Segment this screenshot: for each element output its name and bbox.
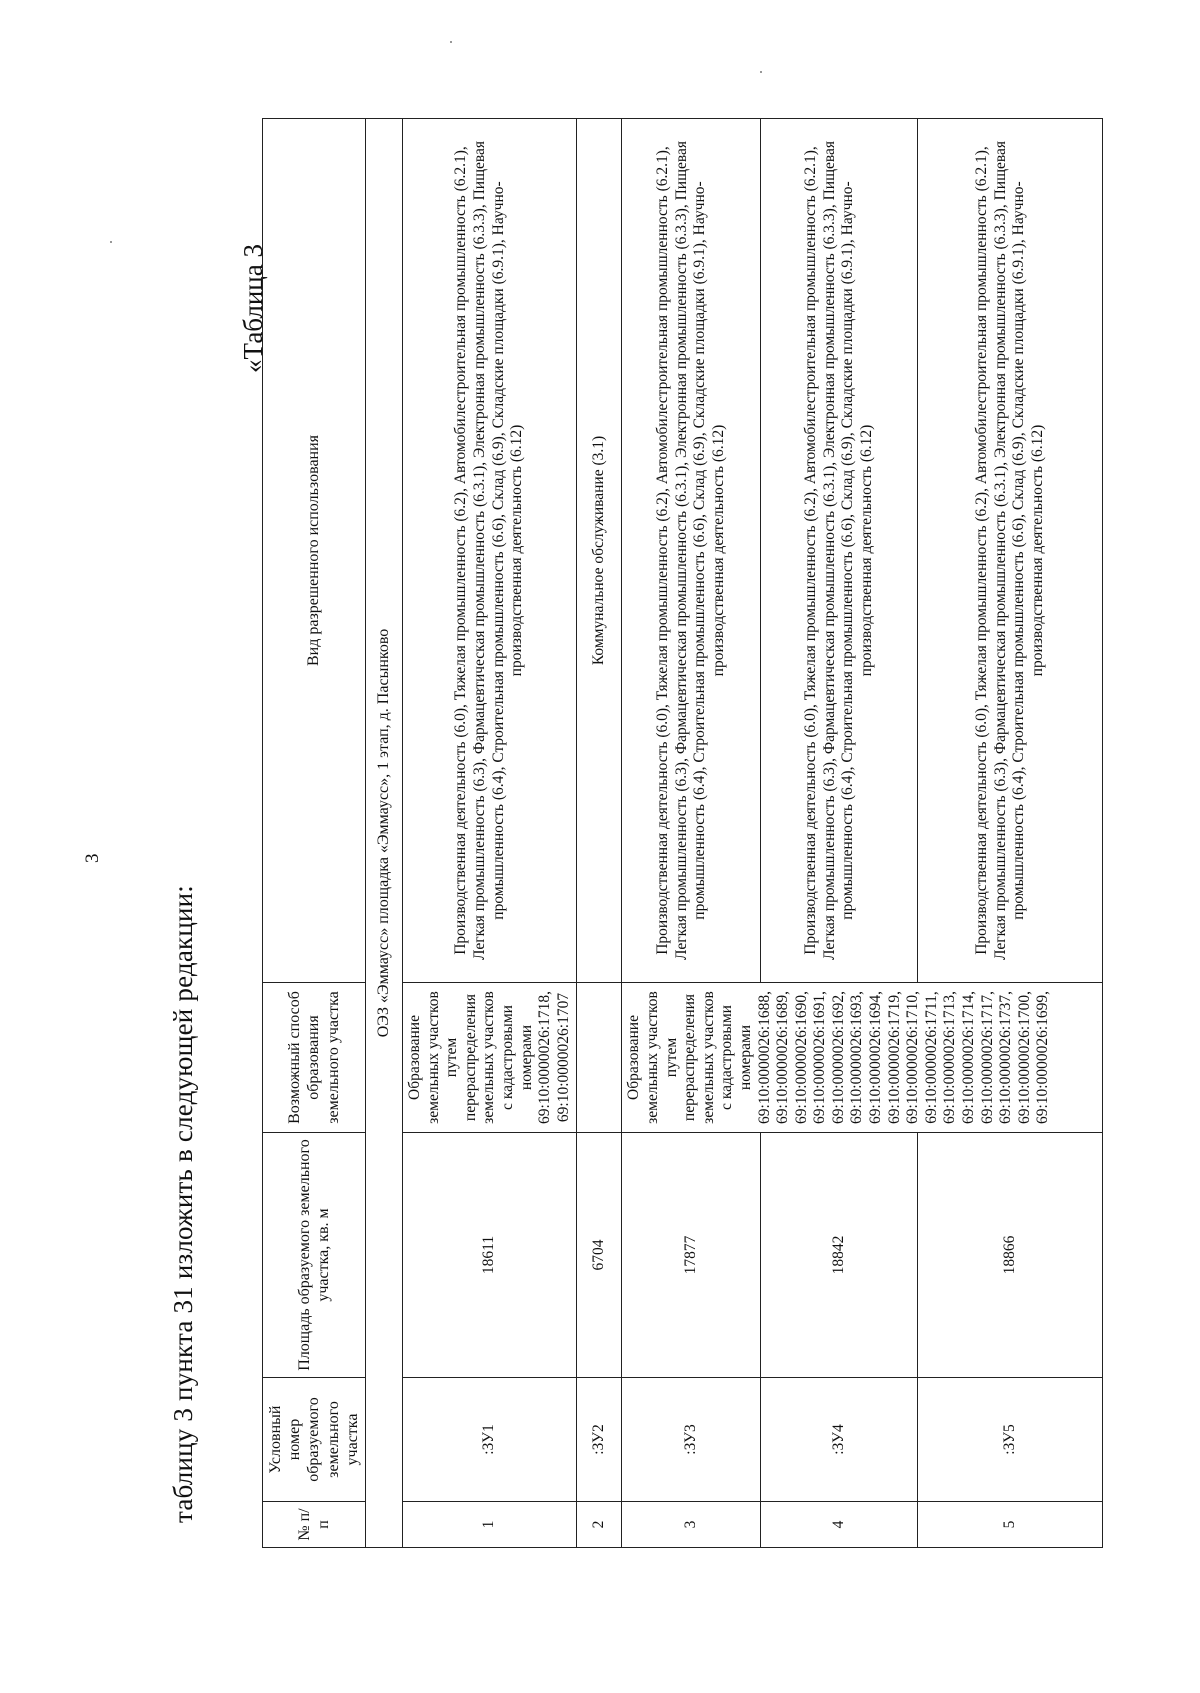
row-number: 2 <box>577 1502 622 1548</box>
permitted-use: Производственная деятельность (6.0), Тяжелая промышленность (6.2), Автомобилестроительная промышленность (6.2.1), Легкая промышленность (6.3), Фармацевтическая промышленность (6.3.1), Электронная промышленность (6.3.3), Пищевая промышленность (6.4), Строительная промышленность (6.6), Склад (6.9), Складские площадки (6.9.1), Научно-производственная деятельность (6.12) <box>918 119 1103 983</box>
header-method: Возможный способ образования земельного участка <box>263 983 366 1133</box>
scan-speck <box>450 41 452 43</box>
intro-text: таблицу 3 пункта 31 изложить в следующей редакции: <box>168 885 198 1523</box>
table-row <box>761 119 918 1548</box>
plot-area: 17877 <box>622 1133 761 1378</box>
section-row <box>366 119 403 1548</box>
plot-area: 6704 <box>577 1133 622 1378</box>
plot-area: 18866 <box>918 1133 1103 1378</box>
table-row <box>577 119 622 1548</box>
permitted-use: Производственная деятельность (6.0), Тяжелая промышленность (6.2), Автомобилестроительная промышленность (6.2.1), Легкая промышленность (6.3), Фармацевтическая промышленность (6.3.1), Электронная промышленность (6.3.3), Пищевая промышленность (6.4), Строительная промышленность (6.6), Склад (6.9), Складские площадки (6.9.1), Научно-производственная деятельность (6.12) <box>403 119 577 983</box>
cadastral-numbers: 69:10:0000026:1710, 69:10:0000026:1711, 69:10:0000026:1713, 69:10:0000026:1714, 69:10:0000026:1717, 69:10:0000026:1737, 69:10:0000026:1700, 69:10:0000026:1699, <box>904 990 1052 1125</box>
scan-speck <box>760 71 762 73</box>
plot-id: :ЗУ5 <box>918 1378 1103 1502</box>
row-number: 5 <box>918 1502 1103 1548</box>
plot-area: 18842 <box>761 1133 918 1378</box>
permitted-use: Коммунальное обслуживание (3.1) <box>577 119 622 983</box>
row-number: 4 <box>761 1502 918 1548</box>
permitted-use: Производственная деятельность (6.0), Тяжелая промышленность (6.2), Автомобилестроительная промышленность (6.2.1), Легкая промышленность (6.3), Фармацевтическая промышленность (6.3.1), Электронная промышленность (6.3.3), Пищевая промышленность (6.4), Строительная промышленность (6.6), Склад (6.9), Складские площадки (6.9.1), Научно-производственная деятельность (6.12) <box>761 119 918 983</box>
formation-method <box>622 983 1103 1133</box>
row-number: 3 <box>622 1502 761 1548</box>
table-row <box>403 119 577 1548</box>
land-plots-table <box>262 118 1103 1548</box>
formation-method <box>577 983 622 1133</box>
section-title: ОЭЗ «Эммаусс» площадка «Эммаусс», 1 этап, д. Пасынково <box>366 119 403 1548</box>
table-label: «Таблица 3 <box>238 244 268 373</box>
table-header-row <box>263 119 366 1548</box>
header-permitted-use: Вид разрешенного использования <box>263 119 366 983</box>
row-number: 1 <box>403 1502 577 1548</box>
cadastral-numbers: 69:10:0000026:1688, <box>755 990 773 1125</box>
table-row <box>622 119 761 1548</box>
cadastral-numbers: 69:10:0000026:1718, 69:10:0000026:1707 <box>536 990 572 1125</box>
permitted-use: Производственная деятельность (6.0), Тяжелая промышленность (6.2), Автомобилестроительная промышленность (6.2.1), Легкая промышленность (6.3), Фармацевтическая промышленность (6.3.1), Электронная промышленность (6.3.3), Пищевая промышленность (6.4), Строительная промышленность (6.6), Склад (6.9), Складские площадки (6.9.1), Научно-производственная деятельность (6.12) <box>622 119 761 983</box>
formation-method <box>403 983 577 1133</box>
plot-id: :ЗУ1 <box>403 1378 577 1502</box>
plot-area: 18611 <box>403 1133 577 1378</box>
cadastral-numbers: 69:10:0000026:1689, 69:10:0000026:1690, 69:10:0000026:1691, 69:10:0000026:1692, 69:10:0000026:1693, 69:10:0000026:1694, 69:10:0000026:1719, <box>774 990 903 1125</box>
table-row <box>918 119 1103 1548</box>
plot-id: :ЗУ4 <box>761 1378 918 1502</box>
method-text: Образование земельных участков путем перераспределения земельных участков с кадастровыми номерами <box>625 991 754 1124</box>
header-number: № п/п <box>263 1502 366 1548</box>
plot-id: :ЗУ2 <box>577 1378 622 1502</box>
method-text: Образование земельных участков путем перераспределения земельных участков с кадастровыми номерами <box>406 991 535 1124</box>
scan-speck <box>110 241 112 243</box>
header-area: Площадь образуемого земельного участка, кв. м <box>263 1133 366 1378</box>
plot-id: :ЗУ3 <box>622 1378 761 1502</box>
page-number: 3 <box>82 853 103 863</box>
header-plot-id: Условный номер образуемого земельного участка <box>263 1378 366 1502</box>
